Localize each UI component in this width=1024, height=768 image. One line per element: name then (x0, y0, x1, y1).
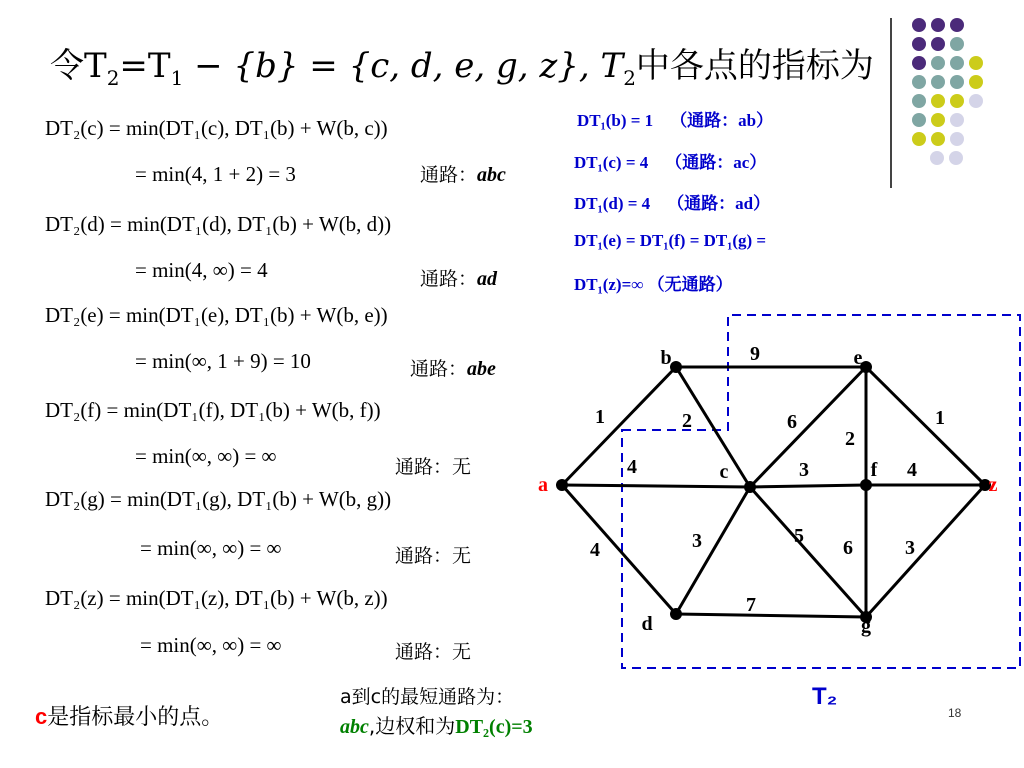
node-label-e: e (853, 347, 863, 369)
equation-g-line2: = min(∞, ∞) = ∞ (140, 536, 282, 560)
path-e: 通路：abe (410, 358, 496, 380)
equation-d-line2: = min(4, ∞) = 4 (135, 258, 268, 282)
edge-weight-c-e: 6 (787, 411, 797, 433)
node-label-z: z (988, 474, 998, 496)
edge-weight-d-g: 7 (746, 594, 756, 616)
edge-weight-e-z: 1 (935, 407, 945, 429)
slide-title: 令$T_2=T_1 - \{b\} = \{c$, d, e, g, z}, $T_2$中各点的指标为 (50, 46, 874, 90)
node-label-f: f (870, 459, 878, 481)
edge-c-f (750, 485, 866, 487)
edge-e-z (866, 367, 985, 485)
dt1-b: DT₁(b) = 1 （通路：ab） (577, 111, 774, 130)
edge-weight-g-z: 3 (905, 537, 915, 559)
edge-weight-a-d: 4 (590, 539, 600, 561)
node-c (744, 481, 756, 493)
edge-weight-f-g: 6 (843, 537, 853, 559)
edge-weight-e-f: 2 (845, 428, 855, 450)
page-number: 18 (948, 706, 962, 720)
node-label-a: a (538, 474, 548, 496)
edge-a-c (562, 485, 750, 487)
equation-d-line1: DT₂(d) = min(DT₁(d), DT₁(b) + W(b, d)) (45, 212, 392, 236)
edge-weight-b-c: 2 (682, 410, 692, 432)
edge-weight-c-f: 3 (799, 459, 809, 481)
edge-weight-a-c: 4 (627, 456, 637, 478)
edge-d-g (676, 614, 866, 617)
equation-f-line2: = min(∞, ∞) = ∞ (135, 444, 277, 468)
equation-z-line2: = min(∞, ∞) = ∞ (140, 633, 282, 657)
node-a (556, 479, 568, 491)
note-line1: a到c的最短通路为： (340, 686, 515, 708)
node-d (670, 608, 682, 620)
note-line2: abc,边权和为DT₂(c)=3 (340, 714, 533, 738)
dt1-d: DT₁(d) = 4 （通路：ad） (574, 194, 771, 213)
equation-c-line2: = min(4, 1 + 2) = 3 (135, 162, 296, 186)
node-b (670, 361, 682, 373)
path-g: 通路：无 (395, 545, 472, 567)
equation-f-line1: DT₂(f) = min(DT₁(f), DT₁(b) + W(b, f)) (45, 398, 381, 422)
node-label-b: b (660, 347, 672, 369)
path-c: 通路：abc (420, 164, 506, 186)
equation-g-line1: DT₂(g) = min(DT₁(g), DT₁(b) + W(b, g)) (45, 487, 392, 511)
node-label-g: g (861, 615, 871, 637)
conclusion-text: c是指标最小的点。 (35, 704, 224, 730)
edge-weight-f-z: 4 (907, 459, 917, 481)
edge-weight-a-b: 1 (595, 406, 605, 428)
region-label-t2: T₂ (812, 683, 838, 710)
path-z: 通路：无 (395, 641, 472, 663)
dt1-c: DT₁(c) = 4 （通路：ac） (574, 153, 767, 172)
edge-weight-c-g: 5 (794, 525, 804, 547)
edge-weight-c-d: 3 (692, 530, 702, 552)
dt1-z: DT₁(z)=∞ （无通路） (574, 275, 733, 294)
edge-weight-b-e: 9 (750, 343, 760, 365)
node-label-c: c (719, 461, 729, 483)
equation-e-line1: DT₂(e) = min(DT₁(e), DT₁(b) + W(b, e)) (45, 303, 388, 327)
path-f: 通路：无 (395, 456, 472, 478)
edge-a-b (562, 367, 676, 485)
edge-g-z (866, 485, 985, 617)
edge-c-d (676, 487, 750, 614)
equation-e-line2: = min(∞, 1 + 9) = 10 (135, 349, 311, 373)
edge-a-d (562, 485, 676, 614)
dt1-efg: DT₁(e) = DT₁(f) = DT₁(g) = (574, 231, 767, 250)
equation-c-line1: DT₂(c) = min(DT₁(c), DT₁(b) + W(b, c)) (45, 116, 388, 140)
equation-z-line1: DT₂(z) = min(DT₁(z), DT₁(b) + W(b, z)) (45, 586, 388, 610)
node-label-d: d (641, 613, 653, 635)
path-d: 通路：ad (420, 268, 498, 290)
